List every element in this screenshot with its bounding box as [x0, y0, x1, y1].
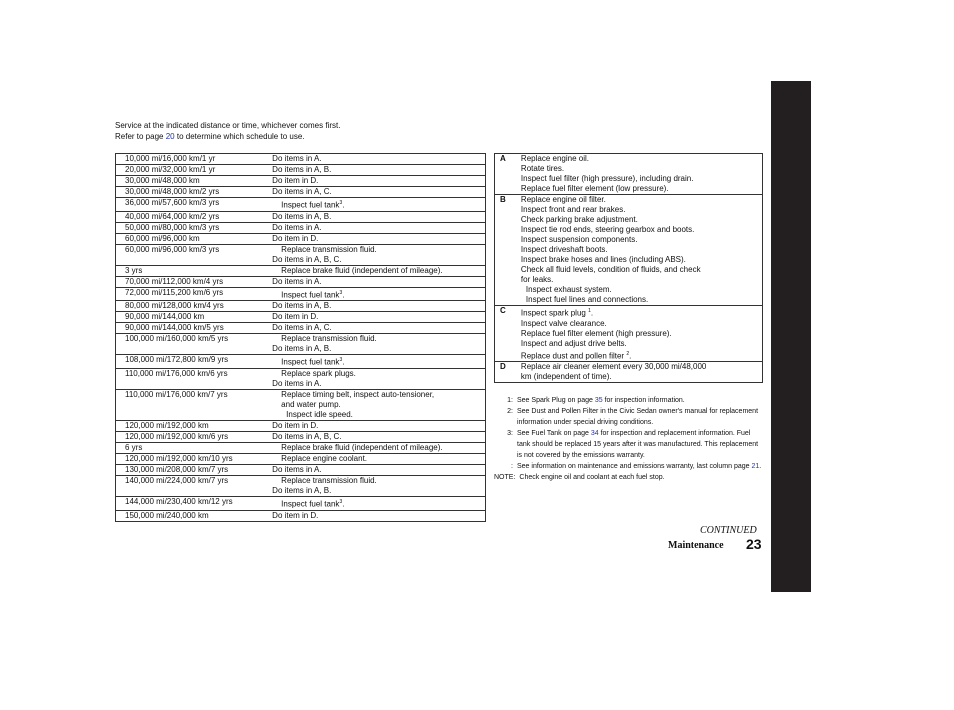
item-text: Check all fluid levels, condition of fluids, and check: [520, 265, 701, 274]
maintenance-schedule-table: [115, 153, 486, 522]
footnote-text-part: for inspection and replacement information. Fuel tank should be replaced 15 years after it was manufactured. This replacement is not covered by the emissions warranty.: [517, 430, 759, 459]
schedule-row: [116, 176, 486, 187]
schedule-item-line: [272, 312, 485, 322]
schedule-item-line: [272, 465, 485, 475]
schedule-interval: 110,000 mi/176,000 km/7 yrs: [116, 389, 273, 420]
schedule-interval: 80,000 mi/128,000 km/4 yrs: [116, 301, 273, 312]
schedule-interval: 50,000 mi/80,000 km/3 yrs: [116, 222, 273, 233]
footnote-text-part: See Dust and Pollen Filter in the Civic Sedan owner's manual for replacement information under special driving conditions.: [517, 408, 759, 426]
schedule-interval: 40,000 mi/64,000 km/2 yrs: [116, 211, 273, 222]
schedule-interval: 6 yrs: [116, 442, 273, 453]
section-tab-bar: [771, 81, 811, 592]
schedule-items: [272, 334, 485, 355]
schedule-interval: 30,000 mi/48,000 km/2 yrs: [116, 187, 273, 198]
schedule-items: [272, 389, 485, 420]
page-number: 23: [746, 536, 762, 552]
schedule-item-line: [272, 421, 485, 431]
item-line: [521, 164, 762, 174]
schedule-item-line: [272, 165, 485, 175]
schedule-item-text: Inspect fuel tank: [281, 290, 340, 300]
item-line: [521, 195, 762, 205]
schedule-row: [116, 287, 486, 301]
schedule-item-line: [272, 511, 485, 521]
schedule-item-line: Inspect fuel tank$^3$.: [281, 200, 345, 210]
schedule-item-text: Inspect idle speed.: [286, 409, 353, 419]
schedule-row: [116, 301, 486, 312]
item-line: [521, 265, 762, 275]
item-text: Inspect fuel filter (high pressure), including drain.: [520, 174, 694, 183]
schedule-item-text: Do items in A, B.: [272, 301, 332, 311]
item-group-list: [521, 306, 763, 362]
page-link[interactable]: 34: [590, 430, 599, 437]
footnote-text: [517, 461, 764, 472]
schedule-items: [272, 176, 485, 187]
item-group-row: [495, 306, 763, 362]
note-final-text: Check engine oil and coolant at each fuel stop.: [519, 474, 665, 481]
footnote-mark: :: [511, 463, 513, 470]
schedule-items: [272, 420, 485, 431]
schedule-items: [272, 211, 485, 222]
schedule-interval: 60,000 mi/96,000 km: [116, 233, 273, 244]
schedule-item-line: [272, 223, 485, 233]
footnote-text-part: See Fuel Tank on page: [517, 430, 591, 437]
schedule-item-line: [272, 486, 485, 496]
item-line: [521, 215, 762, 225]
item-line: [521, 295, 762, 305]
item-line: [521, 372, 762, 382]
schedule-item-line: [272, 432, 485, 442]
item-text: Inspect brake hoses and lines (including ABS).: [520, 255, 686, 264]
schedule-items: [272, 187, 485, 198]
schedule-item-text: Do items in A, B.: [272, 211, 332, 221]
item-line: Replace dust and pollen filter $^2$.: [520, 350, 632, 361]
note-final: [494, 472, 764, 483]
schedule-item-line: [272, 476, 485, 486]
schedule-interval: 10,000 mi/16,000 km/1 yr: [116, 154, 273, 165]
item-line: [521, 329, 762, 339]
schedule-row: [116, 265, 486, 276]
schedule-items: [272, 323, 485, 334]
schedule-item-line: Inspect fuel tank$^3$.: [281, 357, 345, 367]
item-line: [521, 205, 762, 215]
schedule-interval: 140,000 mi/224,000 km/7 yrs: [116, 475, 273, 496]
schedule-item-text: Replace transmission fluid.: [281, 334, 377, 344]
schedule-item-text: Replace timing belt, inspect auto-tensioner,: [281, 389, 435, 399]
schedule-interval: 20,000 mi/32,000 km/1 yr: [116, 165, 273, 176]
schedule-interval: 90,000 mi/144,000 km: [116, 312, 273, 323]
item-text: Rotate tires.: [520, 164, 565, 173]
footnote-text: [517, 395, 764, 406]
item-line: [521, 235, 762, 245]
schedule-item-line: [272, 410, 485, 420]
schedule-items: [272, 301, 485, 312]
schedule-row: [116, 211, 486, 222]
schedule-item-text: Inspect fuel tank: [281, 200, 340, 210]
schedule-item-text: Do items in A.: [272, 222, 322, 232]
item-text: Inspect driveshaft boots.: [520, 245, 608, 254]
schedule-item-line: [272, 400, 485, 410]
schedule-item-text: Do items in A, B.: [272, 165, 332, 174]
item-line: [521, 174, 762, 184]
schedule-row: [116, 431, 486, 442]
item-line: Inspect spark plug $^1$.: [520, 308, 594, 318]
schedule-interval: 130,000 mi/208,000 km/7 yrs: [116, 464, 273, 475]
schedule-item-line: [272, 323, 485, 333]
schedule-interval: 120,000 mi/192,000 km/10 yrs: [116, 453, 273, 464]
page-link[interactable]: 35: [594, 397, 603, 404]
schedule-item-text: Inspect fuel tank: [281, 357, 340, 367]
schedule-item-line: [272, 379, 485, 389]
item-line: [521, 184, 762, 194]
schedule-row: [116, 420, 486, 431]
item-line: [521, 225, 762, 235]
schedule-row: [116, 355, 486, 369]
footnote-text-part: for inspection information.: [602, 397, 685, 404]
schedule-item-text: Replace brake fluid (independent of mileage).: [281, 265, 443, 275]
footnote-text: [517, 428, 764, 461]
schedule-items: [272, 233, 485, 244]
schedule-interval: 90,000 mi/144,000 km/5 yrs: [116, 323, 273, 334]
schedule-item-line: [272, 212, 485, 222]
schedule-item-text: Do items in A, C.: [272, 323, 332, 333]
item-group-key: B: [495, 195, 521, 306]
schedule-items: [272, 431, 485, 442]
schedule-item-line: [272, 266, 485, 276]
schedule-item-text: Do item in D.: [272, 312, 319, 322]
section-label: Maintenance: [668, 540, 724, 551]
schedule-items: [272, 453, 485, 464]
item-line: [521, 362, 762, 372]
item-text: Inspect fuel lines and connections.: [525, 295, 649, 304]
footnotes: [494, 395, 764, 483]
footnote-ref: 3: [339, 498, 343, 505]
schedule-interval: 72,000 mi/115,200 km/6 yrs: [116, 287, 273, 301]
schedule-row: [116, 222, 486, 233]
schedule-items: [272, 287, 485, 301]
schedule-items: [272, 464, 485, 475]
schedule-item-line: [272, 334, 485, 344]
item-group-row: [495, 195, 763, 306]
schedule-row: [116, 323, 486, 334]
schedule-item-line: [272, 454, 485, 464]
intro-line-2: [115, 132, 340, 143]
schedule-interval: 70,000 mi/112,000 km/4 yrs: [116, 276, 273, 287]
item-text: Inspect front and rear brakes.: [520, 205, 626, 214]
item-line: [521, 285, 762, 295]
schedule-items: [272, 165, 485, 176]
item-text: Inspect valve clearance.: [520, 318, 607, 328]
schedule-interval: 108,000 mi/172,800 km/9 yrs: [116, 355, 273, 369]
item-text: Replace air cleaner element every 30,000 mi/48,000: [520, 362, 707, 372]
schedule-item-text: Do items in A, B.: [272, 344, 332, 354]
schedule-item-text: Replace brake fluid (independent of mileage).: [281, 442, 443, 452]
schedule-items: [272, 244, 485, 265]
schedule-item-text: Replace engine coolant.: [281, 453, 368, 463]
schedule-item-text: Inspect fuel tank: [281, 499, 340, 509]
schedule-items: [272, 312, 485, 323]
schedule-item-line: [272, 234, 485, 244]
item-line: [521, 319, 762, 329]
footnote-mark: 3:: [507, 430, 513, 437]
schedule-item-text: Do items in A, B.: [272, 485, 332, 495]
item-text: Inspect exhaust system.: [525, 285, 612, 294]
item-line: [521, 275, 762, 285]
item-group-list: [521, 154, 763, 195]
item-text: Replace engine oil filter.: [520, 195, 606, 204]
schedule-interval: 150,000 mi/240,000 km: [116, 510, 273, 521]
item-text: Inspect and adjust drive belts.: [520, 338, 627, 348]
schedule-row: [116, 187, 486, 198]
footnote-ref: 3: [339, 357, 343, 364]
schedule-item-text: Do item in D.: [272, 420, 319, 430]
footnote-ref: 3: [339, 289, 343, 296]
schedule-item-text: Do items in A.: [272, 154, 322, 163]
item-text: Replace fuel filter element (high pressure).: [520, 328, 672, 338]
schedule-row: [116, 368, 486, 389]
footnote-text-part: .: [759, 463, 762, 470]
schedule-item-text: Replace spark plugs.: [281, 368, 356, 378]
item-text: Replace engine oil.: [520, 154, 589, 163]
schedule-item-text: Do items in A, B, C.: [272, 431, 342, 441]
footnote-ref: 1: [588, 308, 591, 314]
footnote-mark: 1:: [507, 397, 513, 404]
item-text: Inspect tie rod ends, steering gearbox and boots.: [520, 225, 695, 234]
schedule-interval: 3 yrs: [116, 265, 273, 276]
schedule-item-text: Replace transmission fluid.: [281, 244, 377, 254]
schedule-items: [272, 510, 485, 521]
schedule-item-text: Do item in D.: [272, 233, 319, 243]
intro-line-2-pre: Refer to page: [115, 131, 164, 141]
schedule-row: [116, 276, 486, 287]
schedule-row: [116, 233, 486, 244]
note-final-mark: NOTE:: [494, 474, 516, 481]
schedule-row: [116, 496, 486, 510]
schedule-row: [116, 334, 486, 355]
schedule-interval: 144,000 mi/230,400 km/12 yrs: [116, 496, 273, 510]
item-line: [521, 154, 762, 164]
footnote: [494, 461, 764, 472]
schedule-items: [272, 368, 485, 389]
item-group-key: D: [495, 362, 521, 383]
schedule-row: [116, 165, 486, 176]
schedule-item-line: [272, 176, 485, 186]
schedule-item-line: Inspect fuel tank$^3$.: [281, 498, 345, 509]
schedule-item-line: [272, 390, 485, 400]
schedule-items: [272, 265, 485, 276]
schedule-items: [272, 355, 485, 369]
schedule-item-text: Replace transmission fluid.: [281, 475, 377, 485]
item-text: Inspect suspension components.: [520, 235, 638, 244]
schedule-item-line: [272, 344, 485, 354]
schedule-item-line: [272, 369, 485, 379]
item-group-key: A: [495, 154, 521, 195]
item-group-key: C: [495, 306, 521, 362]
schedule-item-text: Do items in A.: [272, 276, 322, 286]
schedule-item-text: Do item in D.: [272, 176, 319, 185]
item-line: [521, 245, 762, 255]
schedule-item-line: [272, 443, 485, 453]
item-group-row: [495, 154, 763, 195]
intro-line-1: Service at the indicated distance or time, whichever comes first.: [115, 121, 341, 130]
schedule-interval: 30,000 mi/48,000 km: [116, 176, 273, 187]
schedule-row: [116, 312, 486, 323]
schedule-item-text: Do items in A.: [272, 464, 322, 474]
schedule-interval: 110,000 mi/176,000 km/6 yrs: [116, 368, 273, 389]
footnote: [494, 428, 764, 461]
schedule-item-line: [272, 154, 485, 164]
schedule-row: [116, 389, 486, 420]
footnote-mark: 2:: [507, 408, 513, 415]
schedule-row: [116, 198, 486, 212]
schedule-row: [116, 154, 486, 165]
schedule-item-line: [272, 301, 485, 311]
item-text: Inspect spark plug: [520, 308, 586, 318]
schedule-items: [272, 442, 485, 453]
schedule-item-text: Do items in A.: [272, 378, 322, 388]
item-group-row: [495, 362, 763, 383]
maintenance-items-table: [494, 153, 763, 383]
schedule-items: [272, 496, 485, 510]
schedule-item-line: [272, 245, 485, 255]
schedule-interval: 120,000 mi/192,000 km/6 yrs: [116, 431, 273, 442]
item-text: Check parking brake adjustment.: [520, 215, 638, 224]
item-group-list: [521, 195, 763, 306]
item-group-list: [521, 362, 763, 383]
page-link[interactable]: 21: [751, 463, 760, 470]
schedule-interval: 60,000 mi/96,000 km/3 yrs: [116, 244, 273, 265]
schedule-item-line: Inspect fuel tank$^3$.: [281, 289, 345, 300]
intro-line-2-post: to determine which schedule to use.: [176, 131, 305, 141]
intro-text: [115, 121, 340, 142]
item-text: for leaks.: [520, 275, 554, 284]
schedule-item-text: and water pump.: [281, 399, 341, 409]
footnote-text: [517, 406, 764, 428]
schedule-items: [272, 276, 485, 287]
schedule-row: [116, 244, 486, 265]
schedule-interval: 120,000 mi/192,000 km: [116, 420, 273, 431]
schedule-row: [116, 464, 486, 475]
footnote-text-part: See Spark Plug on page: [517, 397, 595, 404]
footnote-ref: 2: [626, 350, 630, 357]
continued-label: CONTINUED: [700, 525, 757, 536]
schedule-item-line: [272, 255, 485, 265]
schedule-items: [272, 154, 485, 165]
footnote: [494, 406, 764, 428]
item-text: Replace fuel filter element (low pressure).: [520, 184, 669, 193]
schedule-items: [272, 222, 485, 233]
item-text: km (independent of time).: [520, 372, 612, 382]
schedule-row: [116, 510, 486, 521]
schedule-row: [116, 453, 486, 464]
schedule-item-line: [272, 187, 485, 197]
schedule-items: [272, 198, 485, 212]
item-line: [521, 339, 762, 349]
footnote-ref: 3: [339, 200, 343, 206]
schedule-item-text: Do items in A, C.: [272, 187, 332, 196]
schedule-items: [272, 475, 485, 496]
schedule-row: [116, 475, 486, 496]
schedule-interval: 100,000 mi/160,000 km/5 yrs: [116, 334, 273, 355]
item-text: Replace dust and pollen filter: [520, 351, 625, 361]
schedule-item-text: Do items in A, B, C.: [272, 254, 342, 264]
schedule-item-line: [272, 277, 485, 287]
item-line: [521, 255, 762, 265]
footnote: [494, 395, 764, 406]
schedule-item-text: Do item in D.: [272, 510, 319, 520]
page-link-20[interactable]: 20: [165, 131, 175, 141]
schedule-interval: 36,000 mi/57,600 km/3 yrs: [116, 198, 273, 212]
schedule-row: [116, 442, 486, 453]
footnote-text-part: See information on maintenance and emissions warranty, last column page: [517, 463, 752, 470]
